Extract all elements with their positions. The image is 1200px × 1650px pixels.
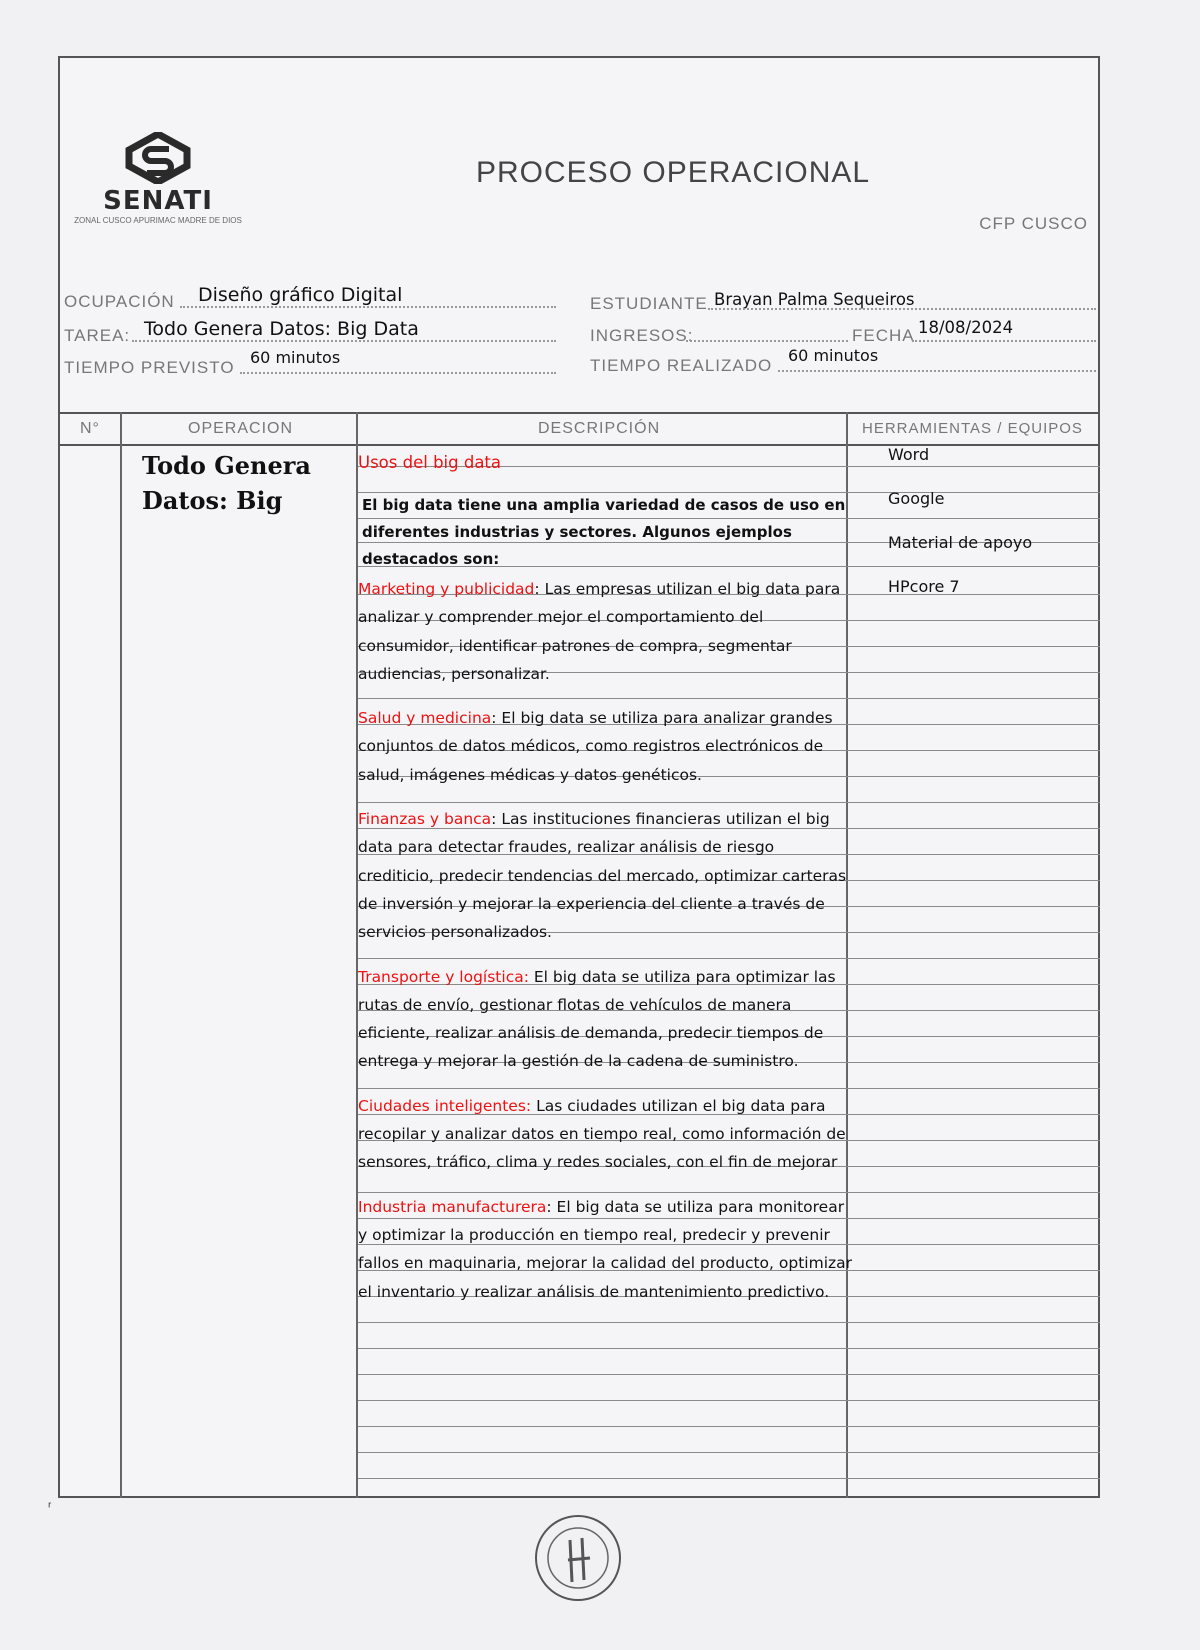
tools-column <box>888 442 1032 618</box>
tiempo-realizado-dotted-line <box>778 370 1096 372</box>
estudiante-dotted-line <box>708 308 1096 310</box>
estudiante-label: ESTUDIANTE <box>590 294 708 313</box>
use-case-text: Las ciudades utilizan el big data para recopilar y analizar datos en tiempo real, como información de sensores, tráfico, clima y redes sociales, con el fin de mejorar <box>358 1096 846 1172</box>
tool-item: Word <box>888 445 930 464</box>
use-case-item: Finanzas y banca: Las instituciones financieras utilizan el big data para detectar fraudes, realizar análisis de riesgo crediticio, predecir tendencias del mercado, optimizar carteras de inversión y mejorar la experiencia del cliente a través de servicios personalizados. <box>358 810 847 942</box>
ruled-line <box>358 1426 1100 1427</box>
fecha-value: 18/08/2024 <box>918 318 1014 337</box>
estudiante-value: Brayan Palma Sequeiros <box>714 290 915 309</box>
description-intro: El big data tiene una amplia variedad de casos de uso en diferentes industrias y sectores. Algunos ejemplos destacados son: <box>362 496 846 568</box>
ruled-line <box>358 1478 1100 1479</box>
ruled-line <box>358 1374 1100 1375</box>
ruled-line <box>358 1322 1100 1323</box>
use-case-item <box>358 1092 854 1177</box>
use-case-item: Salud y medicina: El big data se utiliza para analizar grandes conjuntos de datos médicos, como registros electrónicos de salud, imágenes médicas y datos genéticos. <box>358 709 833 784</box>
tarea-label: TAREA: <box>64 326 131 345</box>
tiempo-previsto-value: 60 minutos <box>250 348 341 367</box>
use-case-text: Las empresas utilizan el big data para analizar y comprender mejor el comportamiento del consumidor, identificar patrones de compra, segmentar audiencias, personalizar. <box>358 580 841 683</box>
corner-mark: ʳ <box>48 1498 52 1514</box>
fecha-dotted-line <box>912 340 1096 342</box>
logo-wordmark: SENATI <box>103 186 213 216</box>
tarea-value: Todo Genera Datos: Big Data <box>144 318 419 340</box>
table-header-row <box>58 412 1100 446</box>
document-title: PROCESO OPERACIONAL <box>476 156 871 189</box>
tiempo-previsto-label: TIEMPO PREVISTO <box>64 358 235 377</box>
tiempo-realizado-label: TIEMPO REALIZADO <box>590 356 773 375</box>
use-case-category: Transporte y logística: <box>358 967 529 986</box>
column-divider-1 <box>120 412 122 1498</box>
header-description: DESCRIPCIÓN <box>538 420 661 437</box>
senati-emblem-icon <box>125 132 191 184</box>
use-case-text: El big data se utiliza para monitorear y optimizar la producción en tiempo real, predecir y prevenir fallos en maquinaria, mejorar la calidad del producto, optimizar el inventario y realizar análisis de mantenimiento predictivo. <box>358 1197 853 1301</box>
operation-text: Todo Genera Datos: Big <box>142 451 311 515</box>
use-case-item: Marketing y publicidad: Las empresas utilizan el big data para analizar y comprender mejor el comportamiento del consumidor, identificar patrones de compra, segmentar audiencias, personalizar. <box>358 580 841 683</box>
use-case-category: Marketing y publicidad <box>358 580 535 598</box>
training-center: CFP CUSCO <box>979 214 1088 233</box>
use-case-text: Las instituciones financieras utilizan el big data para detectar fraudes, realizar análisis de riesgo crediticio, predecir tendencias del mercado, optimizar carteras de inversión y mejorar la experiencia del cliente a través de servicios personalizados. <box>358 810 847 942</box>
tarea-dotted-line <box>132 340 556 342</box>
ruled-line <box>358 1452 1100 1453</box>
ocupacion-label: OCUPACIÓN <box>64 292 175 311</box>
use-case-item: Industria manufacturera: El big data se utiliza para monitorear y optimizar la producción en tiempo real, predecir y prevenir fallos en maquinaria, mejorar la calidad del producto, optimizar el inventario y realizar análisis de mantenimiento predictivo. <box>358 1197 853 1301</box>
description-column <box>358 452 854 1322</box>
tiempo-previsto-dotted-line <box>240 372 556 374</box>
ocupacion-value: Diseño gráfico Digital <box>198 284 403 306</box>
tool-item: Google <box>888 489 945 508</box>
use-case-text: El big data se utiliza para optimizar las rutas de envío, gestionar flotas de vehículos de manera eficiente, realizar análisis de demanda, predecir tiempos de entrega y mejorar la gestión de la cadena de suministro. <box>358 967 836 1071</box>
stamp-seal-icon <box>532 1512 624 1604</box>
ocupacion-dotted-line <box>180 306 556 308</box>
ingresos-label: INGRESOS: <box>590 326 694 345</box>
use-case-category: Salud y medicina <box>358 709 492 728</box>
ingresos-dotted-line <box>686 340 848 342</box>
use-case-category: Finanzas y banca <box>358 810 492 829</box>
use-case-category: Ciudades inteligentes: <box>358 1096 532 1115</box>
header-number: N° <box>80 420 100 437</box>
tool-item: Material de apoyo <box>888 533 1033 552</box>
use-case-category: Industria manufacturera <box>358 1197 547 1216</box>
ruled-line <box>358 1400 1100 1401</box>
ruled-line <box>358 1348 1100 1349</box>
school-stamp <box>532 1512 624 1609</box>
fecha-label: FECHA <box>852 326 915 345</box>
header-tools: HERRAMIENTAS / EQUIPOS <box>862 420 1083 437</box>
use-case-item <box>358 963 854 1076</box>
tool-item: HPcore 7 <box>888 577 960 596</box>
header-operation: OPERACION <box>188 420 294 437</box>
senati-logo <box>68 132 248 226</box>
logo-subtitle: ZONAL CUSCO APURIMAC MADRE DE DIOS <box>74 216 242 225</box>
use-case-text: El big data se utiliza para analizar grandes conjuntos de datos médicos, como registros electrónicos de salud, imágenes médicas y datos genéticos. <box>358 709 833 784</box>
tiempo-realizado-value: 60 minutos <box>788 346 879 365</box>
description-heading: Usos del big data <box>358 453 502 472</box>
